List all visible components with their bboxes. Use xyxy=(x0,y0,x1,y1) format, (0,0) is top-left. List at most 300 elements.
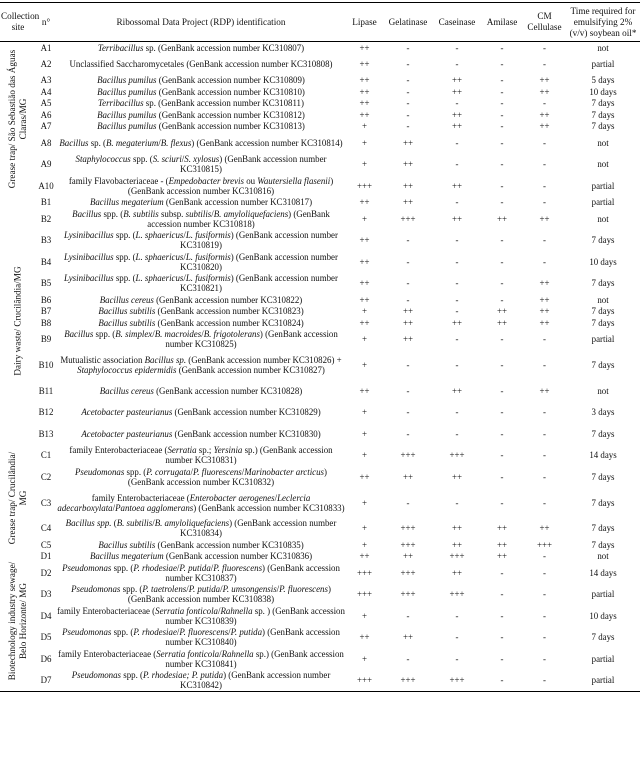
isolate-number-cell: D5 xyxy=(40,632,52,643)
caseinase-cell: - xyxy=(455,653,459,664)
gelatinase-cell: - xyxy=(406,256,410,267)
cm-cellulase-cell: ++ xyxy=(539,523,550,534)
cm-cellulase-cell: ++ xyxy=(539,213,550,224)
amilase-cell: ++ xyxy=(496,551,507,562)
caseinase-cell: - xyxy=(455,235,459,246)
cm-cellulase-cell: +++ xyxy=(536,539,552,550)
lipase-cell: + xyxy=(361,539,367,550)
table-row xyxy=(0,670,640,692)
gelatinase-cell: - xyxy=(406,278,410,289)
gelatinase-cell: - xyxy=(406,428,410,439)
cm-cellulase-cell: ++ xyxy=(539,75,550,86)
collection-site-label: Grease trap/ São Sebastião das Águas Claras/MG xyxy=(7,49,28,189)
amilase-cell: - xyxy=(500,58,504,69)
header-amilase: Amilase xyxy=(486,16,518,27)
rdp-identification-cell: Bacillus pumilus (GenBank accession number KC310809) xyxy=(97,75,305,86)
isolates-table xyxy=(0,2,640,692)
cm-cellulase-cell: - xyxy=(543,159,546,170)
lipase-cell: ++ xyxy=(359,294,370,305)
collection-site-label: Biotechnology industry sewage/ Belo Horizonte/ MG xyxy=(7,561,28,680)
amilase-cell: - xyxy=(500,75,504,86)
time-cell: 7 days xyxy=(591,428,615,439)
header-caseinase: Caseinase xyxy=(438,16,476,27)
gelatinase-cell: ++ xyxy=(402,306,413,317)
caseinase-cell: - xyxy=(455,632,459,643)
rdp-identification-cell: family Enterobacteriaceae (Serratia fonticola/Rahnella sp. ) (GenBank accession number KC310839) xyxy=(57,605,345,626)
amilase-cell: - xyxy=(500,428,504,439)
header-rdp: Ribossomal Data Project (RDP) identification xyxy=(116,16,286,27)
table-row xyxy=(0,488,640,518)
time-cell: partial xyxy=(591,675,615,685)
table-row xyxy=(0,329,640,351)
table-row xyxy=(0,306,640,318)
rdp-identification-cell: Bacillus cereus (GenBank accession number KC310822) xyxy=(99,294,303,305)
header-lipase: Lipase xyxy=(352,16,377,27)
caseinase-cell: - xyxy=(455,407,459,418)
rdp-identification-cell: Bacillus pumilus (GenBank accession number KC310813) xyxy=(97,121,305,132)
cm-cellulase-cell: - xyxy=(543,360,546,370)
rdp-identification-cell: Bacillus sp. (B. megaterium/B. flexus) (GenBank accession number KC310814) xyxy=(59,137,343,148)
rdp-identification-cell: family Enterobacteriaceae (Serratia fonticola/Rahnella sp.) (GenBank accession number KC310841) xyxy=(58,648,344,669)
caseinase-cell: ++ xyxy=(451,75,462,86)
table-row xyxy=(0,42,640,54)
gelatinase-cell: +++ xyxy=(400,213,416,224)
cm-cellulase-cell: - xyxy=(543,137,546,148)
cm-cellulase-cell: - xyxy=(543,567,546,578)
time-cell: partial xyxy=(591,589,615,600)
rdp-identification-cell: Unclassified Saccharomycetales (GenBank accession number KC310808) xyxy=(69,58,333,69)
table-row xyxy=(0,605,640,627)
caseinase-cell: ++ xyxy=(451,109,462,120)
caseinase-cell: - xyxy=(455,428,459,439)
gelatinase-cell: ++ xyxy=(402,197,413,208)
rdp-identification-cell: family Enterobacteriaceae (Enterobacter aerogenes/Leclercia adecarboxylata/Pantoea agglomerans) (GenBank accession number KC310833) xyxy=(57,492,345,513)
rdp-identification-cell: family Flavobacteriaceae - (Empedobacter brevis ou Wautersiella flasenii) (GenBank accession number KC310816) xyxy=(68,175,334,196)
rdp-identification-cell: Bacillus spp. (B. subtilis subsp. subtilis/B. amyloliquefaciens) (GenBank accession number KC310818) xyxy=(72,208,330,229)
table-row xyxy=(0,132,640,154)
caseinase-cell: - xyxy=(455,497,459,508)
caseinase-cell: - xyxy=(455,334,459,345)
lipase-cell: + xyxy=(361,360,367,370)
rdp-identification-cell: Bacillus subtilis (GenBank accession number KC310823) xyxy=(98,306,304,317)
isolate-number-cell: A6 xyxy=(40,109,52,120)
header-time: Time required for emulsifying 2% (v/v) soybean oil* xyxy=(569,5,637,38)
time-cell: 7 days xyxy=(591,497,615,508)
rdp-identification-cell: Mutualistic association Bacillus sp. (GenBank accession number KC310826) + Staphylococcus epidermidis (GenBank accession number KC310827) xyxy=(60,355,342,375)
lipase-cell: + xyxy=(361,306,367,317)
cm-cellulase-cell: - xyxy=(543,334,546,345)
isolate-number-cell: B7 xyxy=(40,306,52,317)
lipase-cell: +++ xyxy=(356,567,372,578)
table-row xyxy=(0,294,640,306)
table-row xyxy=(0,317,640,329)
time-cell: not xyxy=(597,551,609,562)
amilase-cell: ++ xyxy=(496,306,507,317)
isolate-number-cell: C1 xyxy=(40,450,52,461)
amilase-cell: - xyxy=(500,42,504,53)
lipase-cell: ++ xyxy=(359,256,370,267)
cm-cellulase-cell: - xyxy=(543,180,546,191)
cm-cellulase-cell: - xyxy=(543,632,546,643)
lipase-cell: +++ xyxy=(356,589,372,600)
lipase-cell: + xyxy=(361,450,367,461)
cm-cellulase-cell: - xyxy=(543,675,546,685)
cm-cellulase-cell: - xyxy=(543,98,546,109)
gelatinase-cell: - xyxy=(406,121,410,132)
gelatinase-cell: - xyxy=(406,235,410,246)
table-row xyxy=(0,445,640,467)
collection-site-cell xyxy=(0,197,36,445)
table-row xyxy=(0,251,640,273)
rdp-identification-cell: Pseudomonas spp. (P. rhodesiae/P. fluorescens/P. putida) (GenBank accession number KC310840) xyxy=(62,627,340,648)
table-row xyxy=(0,175,640,197)
lipase-cell: ++ xyxy=(359,317,370,328)
gelatinase-cell: ++ xyxy=(402,317,413,328)
table-row xyxy=(0,584,640,606)
time-cell: 10 days xyxy=(589,610,617,621)
table-row xyxy=(0,648,640,670)
isolate-number-cell: B8 xyxy=(40,317,52,328)
isolate-number-cell: B11 xyxy=(38,385,54,396)
amilase-cell: - xyxy=(500,121,504,132)
rdp-identification-cell: Pseudomonas spp. (P. rhodesiae/P. putida/P. fluorescens) (GenBank accession number KC310837) xyxy=(62,562,340,583)
isolate-number-cell: B4 xyxy=(40,256,52,267)
isolate-number-cell: A5 xyxy=(40,98,52,109)
lipase-cell: +++ xyxy=(356,180,372,191)
gelatinase-cell: +++ xyxy=(400,589,416,600)
amilase-cell: ++ xyxy=(496,539,507,550)
lipase-cell: + xyxy=(361,610,367,621)
rdp-identification-cell: Bacillus subtilis (GenBank accession number KC310824) xyxy=(98,317,304,328)
rdp-identification-cell: Acetobacter pasteurianus (GenBank accession number KC310830) xyxy=(81,428,321,439)
isolate-number-cell: B2 xyxy=(40,213,52,224)
time-cell: not xyxy=(597,42,609,53)
table-row xyxy=(0,350,640,380)
isolate-number-cell: A2 xyxy=(40,58,52,69)
table-row xyxy=(0,466,640,488)
amilase-cell: - xyxy=(500,632,504,643)
amilase-cell: - xyxy=(500,197,504,208)
isolate-number-cell: A10 xyxy=(38,180,54,191)
caseinase-cell: ++ xyxy=(451,121,462,132)
rdp-identification-cell: Bacillus pumilus (GenBank accession number KC310812) xyxy=(97,109,305,120)
rdp-identification-cell: Pseudomonas spp. (P. rhodesiae; P. putida) (GenBank accession number KC310842) xyxy=(71,670,331,690)
amilase-cell: - xyxy=(500,180,504,191)
rdp-identification-cell: Bacillus pumilus (GenBank accession number KC310810) xyxy=(97,86,305,97)
cm-cellulase-cell: - xyxy=(543,407,546,418)
caseinase-cell: - xyxy=(455,278,459,289)
isolate-number-cell: B3 xyxy=(40,235,52,246)
isolate-number-cell: B1 xyxy=(40,197,52,208)
isolate-number-cell: D6 xyxy=(40,653,52,664)
gelatinase-cell: - xyxy=(406,653,410,664)
amilase-cell: - xyxy=(500,294,504,305)
time-cell: 7 days xyxy=(591,360,615,370)
time-cell: 7 days xyxy=(591,121,615,132)
caseinase-cell: - xyxy=(455,610,459,621)
table-row xyxy=(0,518,640,540)
gelatinase-cell: - xyxy=(406,497,410,508)
lipase-cell: ++ xyxy=(359,632,370,643)
header-n: n° xyxy=(41,16,51,27)
table-row xyxy=(0,121,640,133)
rdp-identification-cell: Acetobacter pasteurianus (GenBank accession number KC310829) xyxy=(81,407,321,418)
lipase-cell: + xyxy=(361,159,367,170)
lipase-cell: ++ xyxy=(359,551,370,562)
amilase-cell: - xyxy=(500,497,504,508)
caseinase-cell: +++ xyxy=(449,551,465,562)
amilase-cell: - xyxy=(500,450,504,461)
table-row xyxy=(0,551,640,563)
rdp-identification-cell: Bacillus megaterium (GenBank accession number KC310836) xyxy=(89,551,313,562)
isolate-number-cell: C2 xyxy=(40,471,52,482)
time-cell: partial xyxy=(591,58,615,69)
gelatinase-cell: ++ xyxy=(402,632,413,643)
amilase-cell: - xyxy=(500,256,504,267)
isolate-number-cell: D1 xyxy=(40,551,52,562)
caseinase-cell: - xyxy=(455,98,459,109)
gelatinase-cell: +++ xyxy=(400,567,416,578)
isolate-number-cell: A3 xyxy=(40,75,52,86)
isolate-number-cell: B6 xyxy=(40,294,52,305)
time-cell: 3 days xyxy=(591,407,615,418)
amilase-cell: - xyxy=(500,385,504,396)
lipase-cell: + xyxy=(361,213,367,224)
cm-cellulase-cell: - xyxy=(543,428,546,439)
gelatinase-cell: +++ xyxy=(400,539,416,550)
table-row xyxy=(0,154,640,176)
collection-site-label: Dairy waste/ Crucilândia/MG xyxy=(12,265,23,376)
amilase-cell: - xyxy=(500,653,504,664)
lipase-cell: ++ xyxy=(359,278,370,289)
amilase-cell: - xyxy=(500,98,504,109)
cm-cellulase-cell: - xyxy=(543,653,546,664)
gelatinase-cell: ++ xyxy=(402,180,413,191)
lipase-cell: ++ xyxy=(359,235,370,246)
rdp-identification-cell: Staphylococcus spp. (S. sciuri/S. xylosus) (GenBank accession number KC310815) xyxy=(75,154,327,175)
gelatinase-cell: - xyxy=(406,42,410,53)
time-cell: 14 days xyxy=(589,567,617,578)
amilase-cell: - xyxy=(500,360,504,370)
table-header-row xyxy=(0,3,640,42)
cm-cellulase-cell: ++ xyxy=(539,121,550,132)
caseinase-cell: - xyxy=(455,197,459,208)
caseinase-cell: +++ xyxy=(449,589,465,600)
cm-cellulase-cell: - xyxy=(543,450,546,461)
caseinase-cell: - xyxy=(455,306,459,317)
gelatinase-cell: +++ xyxy=(400,450,416,461)
cm-cellulase-cell: ++ xyxy=(539,317,550,328)
header-gelatinase: Gelatinase xyxy=(388,16,428,27)
amilase-cell: ++ xyxy=(496,523,507,534)
table-row xyxy=(0,53,640,75)
gelatinase-cell: +++ xyxy=(400,675,416,685)
time-cell: not xyxy=(597,137,609,148)
caseinase-cell: - xyxy=(455,294,459,305)
table-row xyxy=(0,562,640,584)
amilase-cell: - xyxy=(500,137,504,148)
amilase-cell: - xyxy=(500,86,504,97)
gelatinase-cell: ++ xyxy=(402,159,413,170)
gelatinase-cell: - xyxy=(406,86,410,97)
time-cell: 7 days xyxy=(591,471,615,482)
cm-cellulase-cell: - xyxy=(543,256,546,267)
gelatinase-cell: - xyxy=(406,385,410,396)
cm-cellulase-cell: - xyxy=(543,197,546,208)
isolate-number-cell: B5 xyxy=(40,278,52,289)
isolate-number-cell: C5 xyxy=(40,539,52,550)
isolate-number-cell: D3 xyxy=(40,589,52,600)
table-row xyxy=(0,109,640,121)
gelatinase-cell: - xyxy=(406,109,410,120)
table-row xyxy=(0,75,640,87)
gelatinase-cell: ++ xyxy=(402,334,413,345)
caseinase-cell: ++ xyxy=(451,317,462,328)
isolate-number-cell: A7 xyxy=(40,121,52,132)
gelatinase-cell: - xyxy=(406,98,410,109)
caseinase-cell: ++ xyxy=(451,523,462,534)
gelatinase-cell: ++ xyxy=(402,471,413,482)
lipase-cell: + xyxy=(361,523,367,534)
caseinase-cell: ++ xyxy=(451,539,462,550)
cm-cellulase-cell: ++ xyxy=(539,294,550,305)
cm-cellulase-cell: ++ xyxy=(539,109,550,120)
lipase-cell: + xyxy=(361,407,367,418)
table-row xyxy=(0,380,640,402)
caseinase-cell: +++ xyxy=(449,675,465,685)
cm-cellulase-cell: - xyxy=(543,471,546,482)
table-row xyxy=(0,402,640,424)
time-cell: 10 days xyxy=(589,256,617,267)
cm-cellulase-cell: - xyxy=(543,58,546,69)
time-cell: 7 days xyxy=(591,98,615,109)
amilase-cell: ++ xyxy=(496,213,507,224)
caseinase-cell: - xyxy=(455,42,459,53)
rdp-identification-cell: Lysinibacillus spp. (L. sphaericus/L. fusiformis) (GenBank accession number KC310820) xyxy=(64,251,338,272)
lipase-cell: ++ xyxy=(359,109,370,120)
table-row xyxy=(0,539,640,551)
isolate-number-cell: A9 xyxy=(40,159,52,170)
collection-site-label: Grease trap/ Crucilândia/ MG xyxy=(7,451,28,544)
rdp-identification-cell: Pseudomonas spp. (P. taetrolens/P. putida/P. umsongensis/P. fluorescens) (GenBank accession number KC310838) xyxy=(71,584,331,605)
isolate-number-cell: B12 xyxy=(38,407,54,418)
caseinase-cell: - xyxy=(455,360,459,370)
amilase-cell: - xyxy=(500,159,504,170)
caseinase-cell: - xyxy=(455,58,459,69)
collection-site-cell xyxy=(0,551,36,692)
table-row xyxy=(0,423,640,445)
lipase-cell: ++ xyxy=(359,385,370,396)
table-row xyxy=(0,627,640,649)
caseinase-cell: ++ xyxy=(451,471,462,482)
time-cell: not xyxy=(597,385,609,396)
rdp-identification-cell: Terribacillus sp. (GenBank accession number KC310811) xyxy=(98,98,304,109)
cm-cellulase-cell: - xyxy=(543,610,546,621)
rdp-identification-cell: Terribacillus sp. (GenBank accession number KC310807) xyxy=(97,42,305,53)
cm-cellulase-cell: - xyxy=(543,42,546,53)
table-row xyxy=(0,86,640,98)
rdp-identification-cell: Bacillus subtilis (GenBank accession number KC310835) xyxy=(98,539,304,550)
rdp-identification-cell: Pseudomonas spp. (P. corrugata/P. fluorescens/Marinobacter arcticus) (GenBank accession number KC310832) xyxy=(75,466,327,487)
isolate-number-cell: C4 xyxy=(40,523,52,534)
time-cell: 7 days xyxy=(591,109,615,120)
isolate-number-cell: D4 xyxy=(40,610,52,621)
isolate-number-cell: A1 xyxy=(40,42,52,53)
time-cell: 7 days xyxy=(591,317,615,328)
collection-site-cell xyxy=(0,42,36,197)
gelatinase-cell: - xyxy=(406,360,410,370)
caseinase-cell: ++ xyxy=(451,567,462,578)
gelatinase-cell: ++ xyxy=(402,551,413,562)
amilase-cell: - xyxy=(500,109,504,120)
lipase-cell: ++ xyxy=(359,42,370,53)
lipase-cell: +++ xyxy=(356,675,372,685)
isolate-number-cell: A8 xyxy=(40,137,52,148)
lipase-cell: + xyxy=(361,121,367,132)
lipase-cell: + xyxy=(361,334,367,345)
time-cell: partial xyxy=(591,197,615,208)
caseinase-cell: ++ xyxy=(451,213,462,224)
header-cm-cellulase: CM Cellulase xyxy=(527,11,562,32)
time-cell: not xyxy=(597,213,609,224)
isolate-number-cell: B10 xyxy=(38,360,54,370)
time-cell: 7 days xyxy=(591,632,615,643)
table-body xyxy=(0,42,640,692)
rdp-identification-cell: Bacillus megaterium (GenBank accession number KC310817) xyxy=(89,197,313,208)
cm-cellulase-cell: - xyxy=(543,551,546,562)
amilase-cell: - xyxy=(500,589,504,600)
caseinase-cell: ++ xyxy=(451,385,462,396)
lipase-cell: ++ xyxy=(359,471,370,482)
lipase-cell: + xyxy=(361,653,367,664)
gelatinase-cell: +++ xyxy=(400,523,416,534)
table-row xyxy=(0,197,640,209)
isolate-number-cell: B9 xyxy=(40,334,52,345)
table-row xyxy=(0,273,640,295)
time-cell: 7 days xyxy=(591,235,615,246)
cm-cellulase-cell: - xyxy=(543,497,546,508)
amilase-cell: - xyxy=(500,407,504,418)
rdp-identification-cell: Lysinibacillus spp. (L. sphaericus/L. fusiformis) (GenBank accession number KC310819) xyxy=(64,230,338,251)
gelatinase-cell: ++ xyxy=(402,137,413,148)
time-cell: 7 days xyxy=(591,306,615,317)
cm-cellulase-cell: ++ xyxy=(539,86,550,97)
caseinase-cell: - xyxy=(455,256,459,267)
amilase-cell: - xyxy=(500,235,504,246)
time-cell: partial xyxy=(591,334,615,345)
amilase-cell: - xyxy=(500,334,504,345)
time-cell: not xyxy=(597,159,609,170)
isolate-number-cell: A4 xyxy=(40,86,52,97)
lipase-cell: ++ xyxy=(359,98,370,109)
amilase-cell: - xyxy=(500,471,504,482)
amilase-cell: - xyxy=(500,675,504,685)
time-cell: not xyxy=(597,294,609,305)
amilase-cell: - xyxy=(500,278,504,289)
lipase-cell: ++ xyxy=(359,75,370,86)
isolate-number-cell: D7 xyxy=(40,675,52,685)
caseinase-cell: - xyxy=(455,137,459,148)
amilase-cell: - xyxy=(500,567,504,578)
time-cell: 10 days xyxy=(589,86,617,97)
lipase-cell: ++ xyxy=(359,86,370,97)
rdp-identification-cell: family Enterobacteriaceae (Serratia sp.; Yersinia sp.) (GenBank accession number KC310831) xyxy=(69,445,333,466)
table-row xyxy=(0,98,640,110)
cm-cellulase-cell: ++ xyxy=(539,278,550,289)
rdp-identification-cell: Bacillus spp. (B. subtilis/B. amyloliquefaciens) (GenBank accession number KC310834) xyxy=(65,518,337,539)
collection-site-cell xyxy=(0,445,36,551)
rdp-identification-cell: Lysinibacillus spp. (L. sphaericus/L. fusiformis) (GenBank accession number KC310821) xyxy=(64,273,338,294)
